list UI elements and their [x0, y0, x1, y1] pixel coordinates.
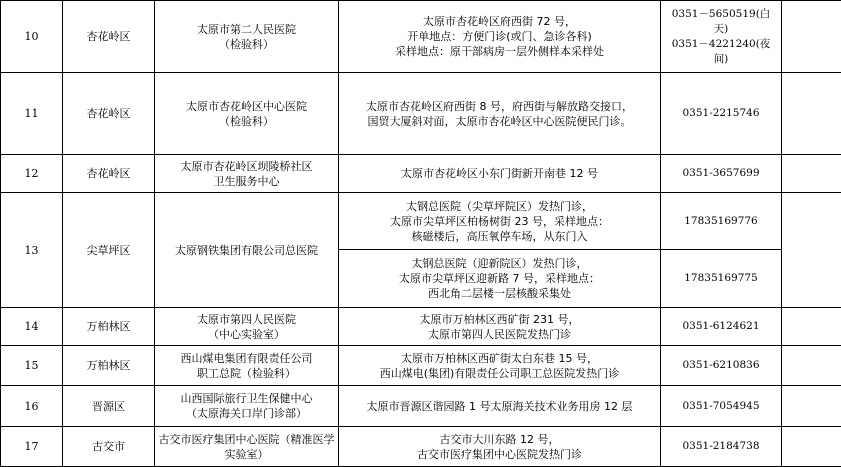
address-line: 国贸大厦斜对面，太原市杏花岭区中心医院便民门诊。	[342, 114, 657, 129]
empty-cell	[782, 193, 841, 308]
table-row	[1, 427, 841, 467]
phone-cell: 17835169775	[661, 250, 782, 308]
empty-cell	[782, 308, 841, 346]
table-row	[1, 386, 841, 427]
phone-cell: 0351-6210836	[661, 346, 782, 386]
table-row	[1, 346, 841, 386]
address-line: 开单地点：方便门诊(或门、急诊各科)	[342, 29, 657, 44]
phone-cell: 0351-7054945	[661, 386, 782, 427]
hospital-cell	[155, 386, 339, 427]
empty-cell	[782, 155, 841, 193]
hospital-cell	[155, 308, 339, 346]
address-line: 太钢总医院（迎新院区）发热门诊，	[342, 256, 657, 271]
hospital-line: 实验室）	[158, 447, 335, 462]
row-number: 13	[1, 193, 63, 308]
address-line: 西北角二层楼一层核酸采集处	[342, 286, 657, 301]
empty-cell	[782, 73, 841, 155]
address-cell: 太原市杏花岭区小东门街新开南巷 12 号	[339, 155, 661, 193]
phone-cell: 0351-3657699	[661, 155, 782, 193]
empty-cell	[782, 1, 841, 73]
hospital-cell	[155, 73, 339, 155]
address-cell	[339, 1, 661, 73]
hospital-line: 太原市杏花岭区中心医院	[158, 99, 335, 114]
phone-line: 0351－5650519(白	[664, 7, 778, 22]
address-line: 太原市万柏林区西矿街太白东巷 15 号，	[342, 351, 657, 366]
address-cell	[339, 250, 661, 308]
row-number: 14	[1, 308, 63, 346]
table-row	[1, 73, 841, 155]
district-cell: 杏花岭区	[63, 1, 155, 73]
address-line: 核磁楼后，高压氧停车场，从东门入	[342, 229, 657, 244]
table-row	[1, 1, 841, 73]
hospital-cell	[155, 427, 339, 467]
district-cell: 杏花岭区	[63, 73, 155, 155]
phone-line: 间)	[664, 52, 778, 67]
phone-cell: 17835169776	[661, 193, 782, 250]
address-line: 太原市杏花岭区府西街 8 号，府西街与解放路交接口，	[342, 99, 657, 114]
address-cell	[339, 308, 661, 346]
district-cell: 尖草坪区	[63, 193, 155, 308]
hospital-line: （太原海关口岸门诊部）	[158, 406, 335, 421]
empty-cell	[782, 386, 841, 427]
phone-cell: 0351-6124621	[661, 308, 782, 346]
hospital-line: 太原市杏花岭区坝陵桥社区	[158, 159, 335, 174]
row-number: 15	[1, 346, 63, 386]
hospital-line: 古交市医疗集团中心医院（精准医学	[158, 432, 335, 447]
table-row	[1, 308, 841, 346]
address-line: 太原市万柏林区西矿街 231 号，	[342, 312, 657, 327]
address-line: 古交市医疗集团中心医院发热门诊	[342, 447, 657, 462]
table-row	[1, 193, 841, 250]
address-line: 太原市杏花岭区府西街 72 号，	[342, 14, 657, 29]
phone-cell: 0351-2184738	[661, 427, 782, 467]
address-line: 西山煤电(集团)有限责任公司职工总医院发热门诊	[342, 366, 657, 381]
address-line: 太原市第四人民医院发热门诊	[342, 327, 657, 342]
address-line: 采样地点：原干部病房一层外侧样本采样处	[342, 44, 657, 59]
row-number: 12	[1, 155, 63, 193]
hospital-cell	[155, 155, 339, 193]
phone-cell	[661, 1, 782, 73]
district-cell: 杏花岭区	[63, 155, 155, 193]
hospital-line: 卫生服务中心	[158, 174, 335, 189]
hospital-line: （中心实验室）	[158, 327, 335, 342]
empty-cell	[782, 346, 841, 386]
district-cell: 晋源区	[63, 386, 155, 427]
district-cell: 万柏林区	[63, 308, 155, 346]
hospital-cell: 太原钢铁集团有限公司总医院	[155, 193, 339, 308]
address-line: 太钢总医院（尖草坪院区）发热门诊，	[342, 199, 657, 214]
table-row	[1, 155, 841, 193]
hospital-line: 西山煤电集团有限责任公司	[158, 351, 335, 366]
hospital-line: （检验科）	[158, 37, 335, 52]
phone-line: 0351－4221240(夜	[664, 37, 778, 52]
district-cell: 万柏林区	[63, 346, 155, 386]
hospital-line: 山西国际旅行卫生保健中心	[158, 391, 335, 406]
address-line: 太原市尖草坪区迎新路 7 号，采样地点：	[342, 271, 657, 286]
hospital-line: （检验科）	[158, 114, 335, 129]
hospital-line: 太原市第二人民医院	[158, 22, 335, 37]
row-number: 17	[1, 427, 63, 467]
hospital-cell	[155, 1, 339, 73]
row-number: 11	[1, 73, 63, 155]
hospital-line: 职工总院（检验科）	[158, 366, 335, 381]
district-cell: 古交市	[63, 427, 155, 467]
row-number: 16	[1, 386, 63, 427]
address-cell	[339, 346, 661, 386]
address-line: 太原市尖草坪区柏杨树街 23 号，采样地点：	[342, 214, 657, 229]
hospital-cell	[155, 346, 339, 386]
empty-cell	[782, 427, 841, 467]
address-line: 古交市大川东路 12 号，	[342, 432, 657, 447]
address-cell	[339, 73, 661, 155]
address-cell: 太原市晋源区谐园路 1 号太原海关技术业务用房 12 层	[339, 386, 661, 427]
phone-cell: 0351-2215746	[661, 73, 782, 155]
phone-line: 天)	[664, 22, 778, 37]
address-cell	[339, 193, 661, 250]
address-cell	[339, 427, 661, 467]
hospital-line: 太原市第四人民医院	[158, 312, 335, 327]
row-number: 10	[1, 1, 63, 73]
